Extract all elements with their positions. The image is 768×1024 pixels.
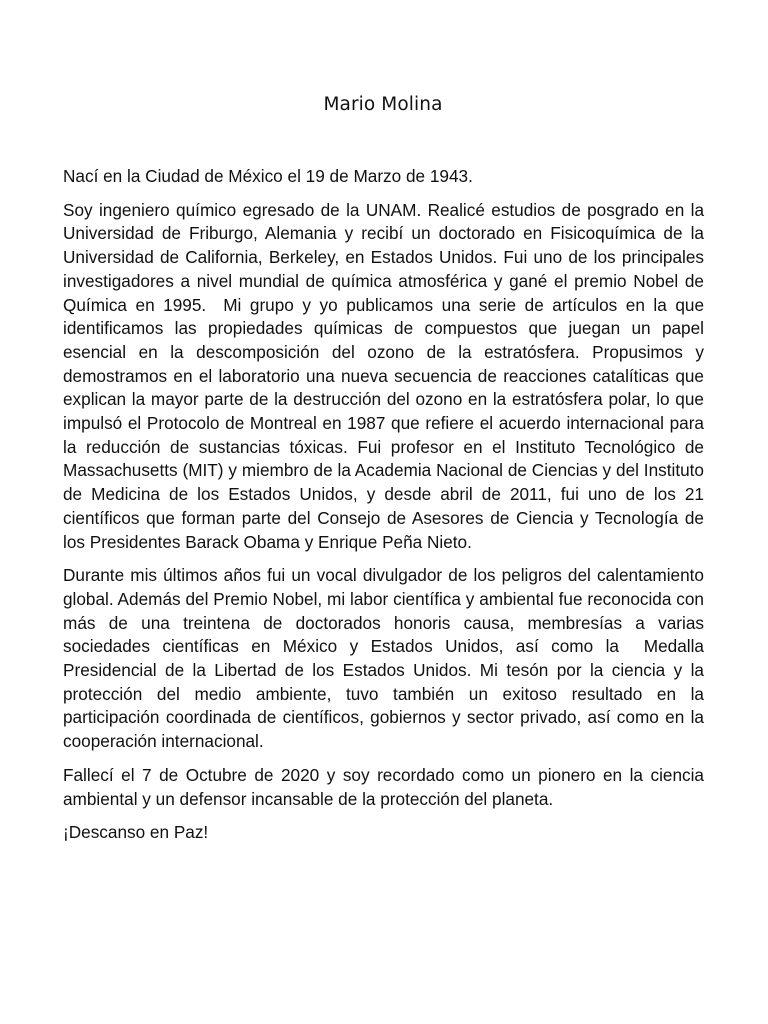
document-title: Mario Molina (323, 94, 443, 115)
paragraph-career: Soy ingeniero químico egresado de la UNAM. Realicé estudios de posgrado en la Universidad de Friburgo, Alemania y recibí un doctorado en Fisicoquímica de la Universidad de California, Berkeley, en Estados Unidos. Fui uno de los principales investigadores a nivel mundial de química atmosférica y gané el premio Nobel de Química en 1995. Mi grupo y yo publicamos una serie de artículos en la que identificamos las propiedades químicas de compuestos que juegan un papel esencial en la descomposición del ozono de la estratósfera. Propusimos y demostramos en el laboratorio una nueva secuencia de reacciones catalíticas que explican la mayor parte de la destrucción del ozono en la estratósfera polar, lo que impulsó el Protocolo de Montreal en 1987 que refiere el acuerdo internacional para la reducción de sustancias tóxicas. Fui profesor en el Instituto Tecnológico de Massachusetts (MIT) y miembro de la Academia Nacional de Ciencias y del Instituto de Medicina de los Estados Unidos, y desde abril de 2011, fui uno de los 21 científicos que forman parte del Consejo de Asesores de Ciencia y Tecnología de los Presidentes Barack Obama y Enrique Peña Nieto. (63, 199, 709, 552)
paragraph-closing: ¡Descanso en Paz! (63, 822, 209, 843)
paragraph-birth: Nací en la Ciudad de México el 19 de Marzo de 1943. (63, 166, 473, 186)
paragraph-later-years: Durante mis últimos años fui un vocal divulgador de los peligros del calentamiento global. Además del Premio Nobel, mi labor científica y ambiental fue reconocida con más de una treintena de doctorados honoris causa, membresías a varias sociedades científicas en México y Estados Unidos, así como la Medalla Presidencial de la Libertad de los Estados Unidos. Mi tesón por la ciencia y la protección del medio ambiente, tuvo también un exitoso resultado en la participación coordinada de científicos, gobiernos y sector privado, así como en la cooperación internacional. (63, 565, 709, 752)
paragraph-death: Fallecí el 7 de Octubre de 2020 y soy recordado como un pionero en la ciencia ambiental y un defensor incansable de la protección del planeta. (63, 764, 709, 809)
document-body (63, 165, 709, 855)
